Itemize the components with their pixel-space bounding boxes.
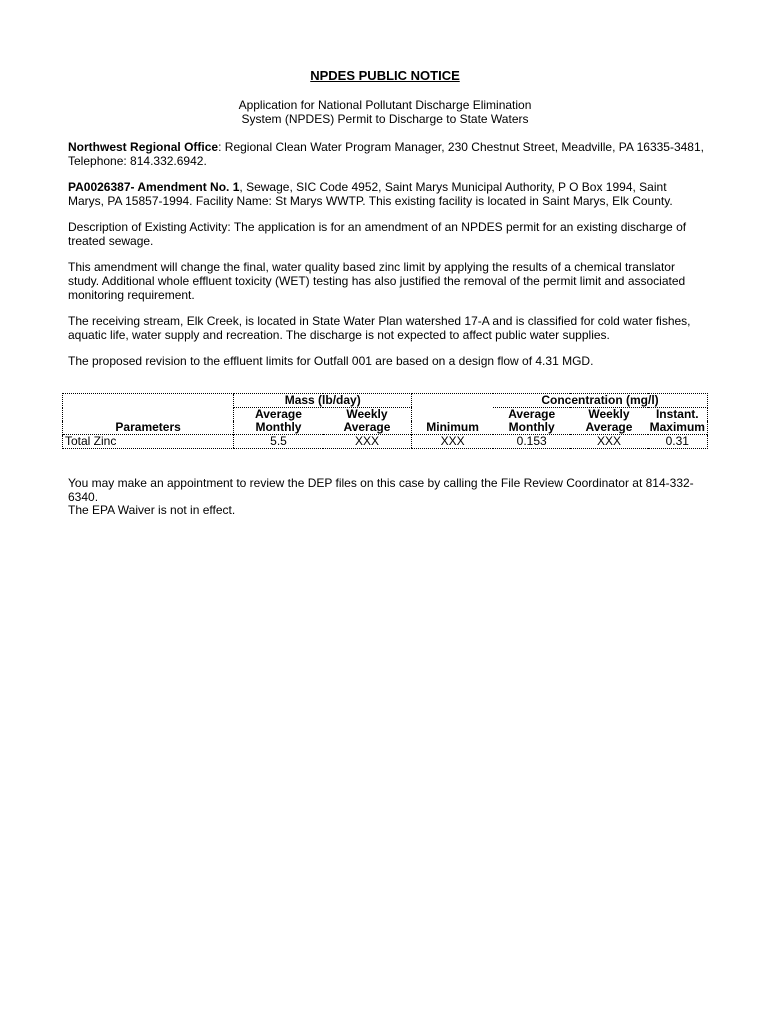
conc-avg-monthly-cell: 0.153 — [493, 435, 570, 449]
concentration-group-header: Concentration (mg/l) — [493, 394, 707, 408]
office-label: Northwest Regional Office — [68, 140, 219, 154]
parameters-header: Parameters — [63, 421, 234, 435]
conc-weekly-header-2: Average — [585, 420, 633, 434]
minimum-header: Minimum — [412, 421, 493, 435]
minimum-cell: XXX — [412, 435, 493, 449]
permit-label: PA0026387- Amendment No. 1 — [68, 180, 240, 194]
stream-paragraph: The receiving stream, Elk Creek, is located in State Water Plan watershed 17-A and is classified for cold water fishes, aquatic life, water supply and recreation. The discharge is not expected to affect public water supplies. — [68, 314, 691, 342]
mass-weekly-header-1: Weekly — [346, 407, 388, 421]
amendment-paragraph: This amendment will change the final, water quality based zinc limit by applying the results of a chemical translator study. Additional whole effluent toxicity (WET) testing has also justified the removal of the permit limit and associated monitoring requirement. — [68, 260, 686, 302]
table-header-blank — [63, 394, 234, 408]
conc-avg-header-1: Average — [508, 407, 556, 421]
mass-group-header: Mass (lb/day) — [234, 394, 412, 408]
conc-weekly-header-1: Weekly — [588, 407, 630, 421]
mass-avg-monthly-cell: 5.5 — [234, 435, 323, 449]
instant-header-1: Instant. — [648, 408, 708, 422]
office-text: : Regional Clean Water Program Manager, 230 Chestnut Street, Meadville, PA 16335-3481, Telephone: 814.332.6942. — [68, 140, 704, 168]
table-subheader-row-1 — [63, 408, 708, 422]
instant-max-cell: 0.31 — [648, 435, 708, 449]
mass-weekly-header-2: Average — [343, 420, 391, 434]
min-header-blank-2 — [412, 408, 493, 422]
notice-subtitle — [0, 98, 770, 126]
description-paragraph: Description of Existing Activity: The application is for an amendment of an NPDES permit for an existing discharge of treated sewage. — [68, 220, 687, 248]
effluent-limits-table — [62, 393, 708, 449]
mass-avg-header-2: Monthly — [234, 421, 323, 435]
office-paragraph — [68, 140, 704, 168]
subtitle-line-2: System (NPDES) Permit to Discharge to State Waters — [241, 112, 529, 126]
permit-paragraph — [68, 180, 704, 208]
params-header-blank — [63, 408, 234, 422]
parameter-cell: Total Zinc — [63, 435, 234, 449]
notice-title: NPDES PUBLIC NOTICE — [310, 68, 460, 83]
proposed-paragraph: The proposed revision to the effluent limits for Outfall 001 are based on a design flow of 4.31 MGD. — [68, 354, 594, 368]
instant-header-2: Maximum — [648, 421, 708, 435]
subtitle-line-1: Application for National Pollutant Discharge Elimination — [238, 98, 532, 112]
table-subheader-row-2 — [63, 421, 708, 435]
conc-weekly-avg-cell: XXX — [570, 435, 647, 449]
min-header-blank — [412, 394, 493, 408]
table-row — [63, 435, 708, 449]
mass-weekly-avg-cell: XXX — [323, 435, 412, 449]
table-group-header-row — [63, 394, 708, 408]
waiver-paragraph: The EPA Waiver is not in effect. — [68, 503, 236, 517]
appointment-paragraph: You may make an appointment to review the DEP files on this case by calling the File Review Coordinator at 814-332-6340. — [68, 476, 694, 504]
permit-text: , Sewage, SIC Code 4952, Saint Marys Municipal Authority, P O Box 1994, Saint Marys, PA 15857-1994. Facility Name: St Marys WWTP. This existing facility is located in Saint Marys, Elk County. — [68, 180, 673, 208]
mass-avg-header-1: Average — [234, 408, 323, 422]
conc-avg-header-2: Monthly — [508, 420, 555, 434]
